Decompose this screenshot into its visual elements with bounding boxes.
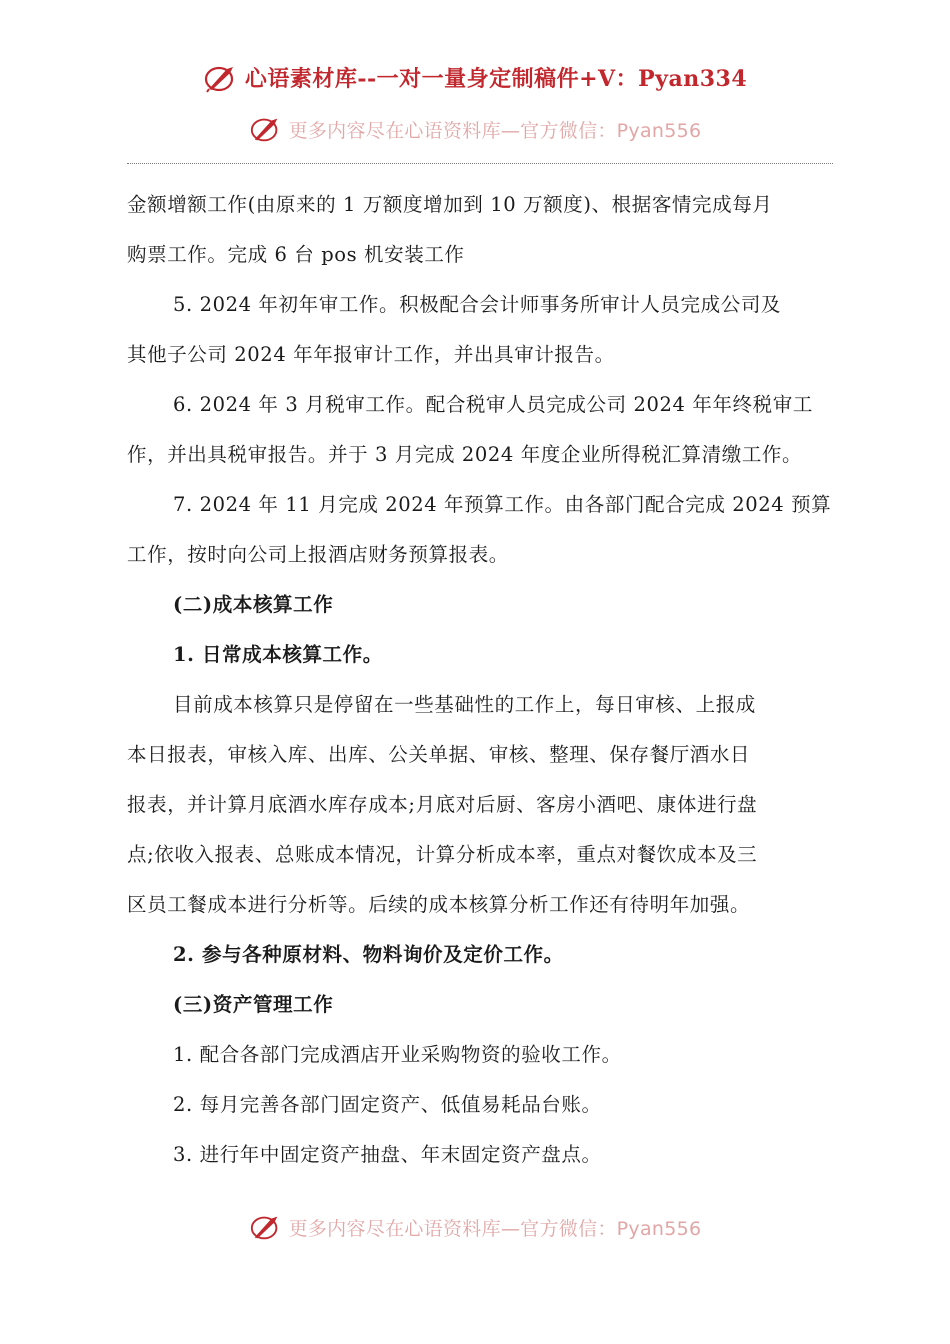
quill-logo-icon <box>203 63 239 93</box>
list-item: 3. 进行年中固定资产抽盘、年末固定资产盘点。 <box>173 1143 602 1166</box>
header-title: 心语素材库--一对一量身定制稿件+V：Pyan334 <box>244 66 748 92</box>
header-divider <box>127 163 833 164</box>
subsection-heading: 1. 日常成本核算工作。 <box>173 643 383 666</box>
paragraph-line: 报表，并计算月底酒水库存成本;月底对后厨、客房小酒吧、康体进行盘 <box>127 793 758 816</box>
header-brand <box>0 62 950 93</box>
quill-logo-icon <box>249 1212 283 1242</box>
header-subtitle: 更多内容尽在心语资料库—官方微信：Pyan556 <box>288 119 702 142</box>
header-watermark <box>0 114 950 144</box>
section-heading: (二)成本核算工作 <box>173 593 334 616</box>
list-item: 1. 配合各部门完成酒店开业采购物资的验收工作。 <box>173 1043 622 1066</box>
paragraph-line: 作，并出具税审报告。并于 3 月完成 2024 年度企业所得税汇算清缴工作。 <box>127 443 803 466</box>
paragraph-line: 点;依收入报表、总账成本情况，计算分析成本率，重点对餐饮成本及三 <box>127 843 758 866</box>
footer-subtitle: 更多内容尽在心语资料库—官方微信：Pyan556 <box>288 1217 702 1240</box>
paragraph-line: 其他子公司 2024 年年报审计工作，并出具审计报告。 <box>127 343 615 366</box>
list-item: 2. 每月完善各部门固定资产、低值易耗品台账。 <box>173 1093 602 1116</box>
paragraph-line: 目前成本核算只是停留在一些基础性的工作上，每日审核、上报成 <box>173 693 756 716</box>
document-body <box>127 182 837 1182</box>
paragraph-line: 区员工餐成本进行分析等。后续的成本核算分析工作还有待明年加强。 <box>127 893 751 916</box>
paragraph-line: 5. 2024 年初年审工作。积极配合会计师事务所审计人员完成公司及 <box>173 293 782 316</box>
subsection-heading: 2. 参与各种原材料、物料询价及定价工作。 <box>173 943 564 966</box>
paragraph-line: 本日报表，审核入库、出库、公关单据、审核、整理、保存餐厅酒水日 <box>127 743 751 766</box>
paragraph-line: 金额增额工作(由原来的 1 万额度增加到 10 万额度)、根据客情完成每月 <box>127 193 773 216</box>
paragraph-line: 7. 2024 年 11 月完成 2024 年预算工作。由各部门配合完成 2024 预算 <box>173 493 832 516</box>
paragraph-line: 工作，按时向公司上报酒店财务预算报表。 <box>127 543 509 566</box>
quill-logo-icon <box>249 114 283 144</box>
footer-watermark <box>0 1212 950 1242</box>
paragraph-line: 购票工作。完成 6 台 pos 机安装工作 <box>127 243 465 266</box>
section-heading: (三)资产管理工作 <box>173 993 334 1016</box>
paragraph-line: 6. 2024 年 3 月税审工作。配合税审人员完成公司 2024 年年终税审工 <box>173 393 813 416</box>
